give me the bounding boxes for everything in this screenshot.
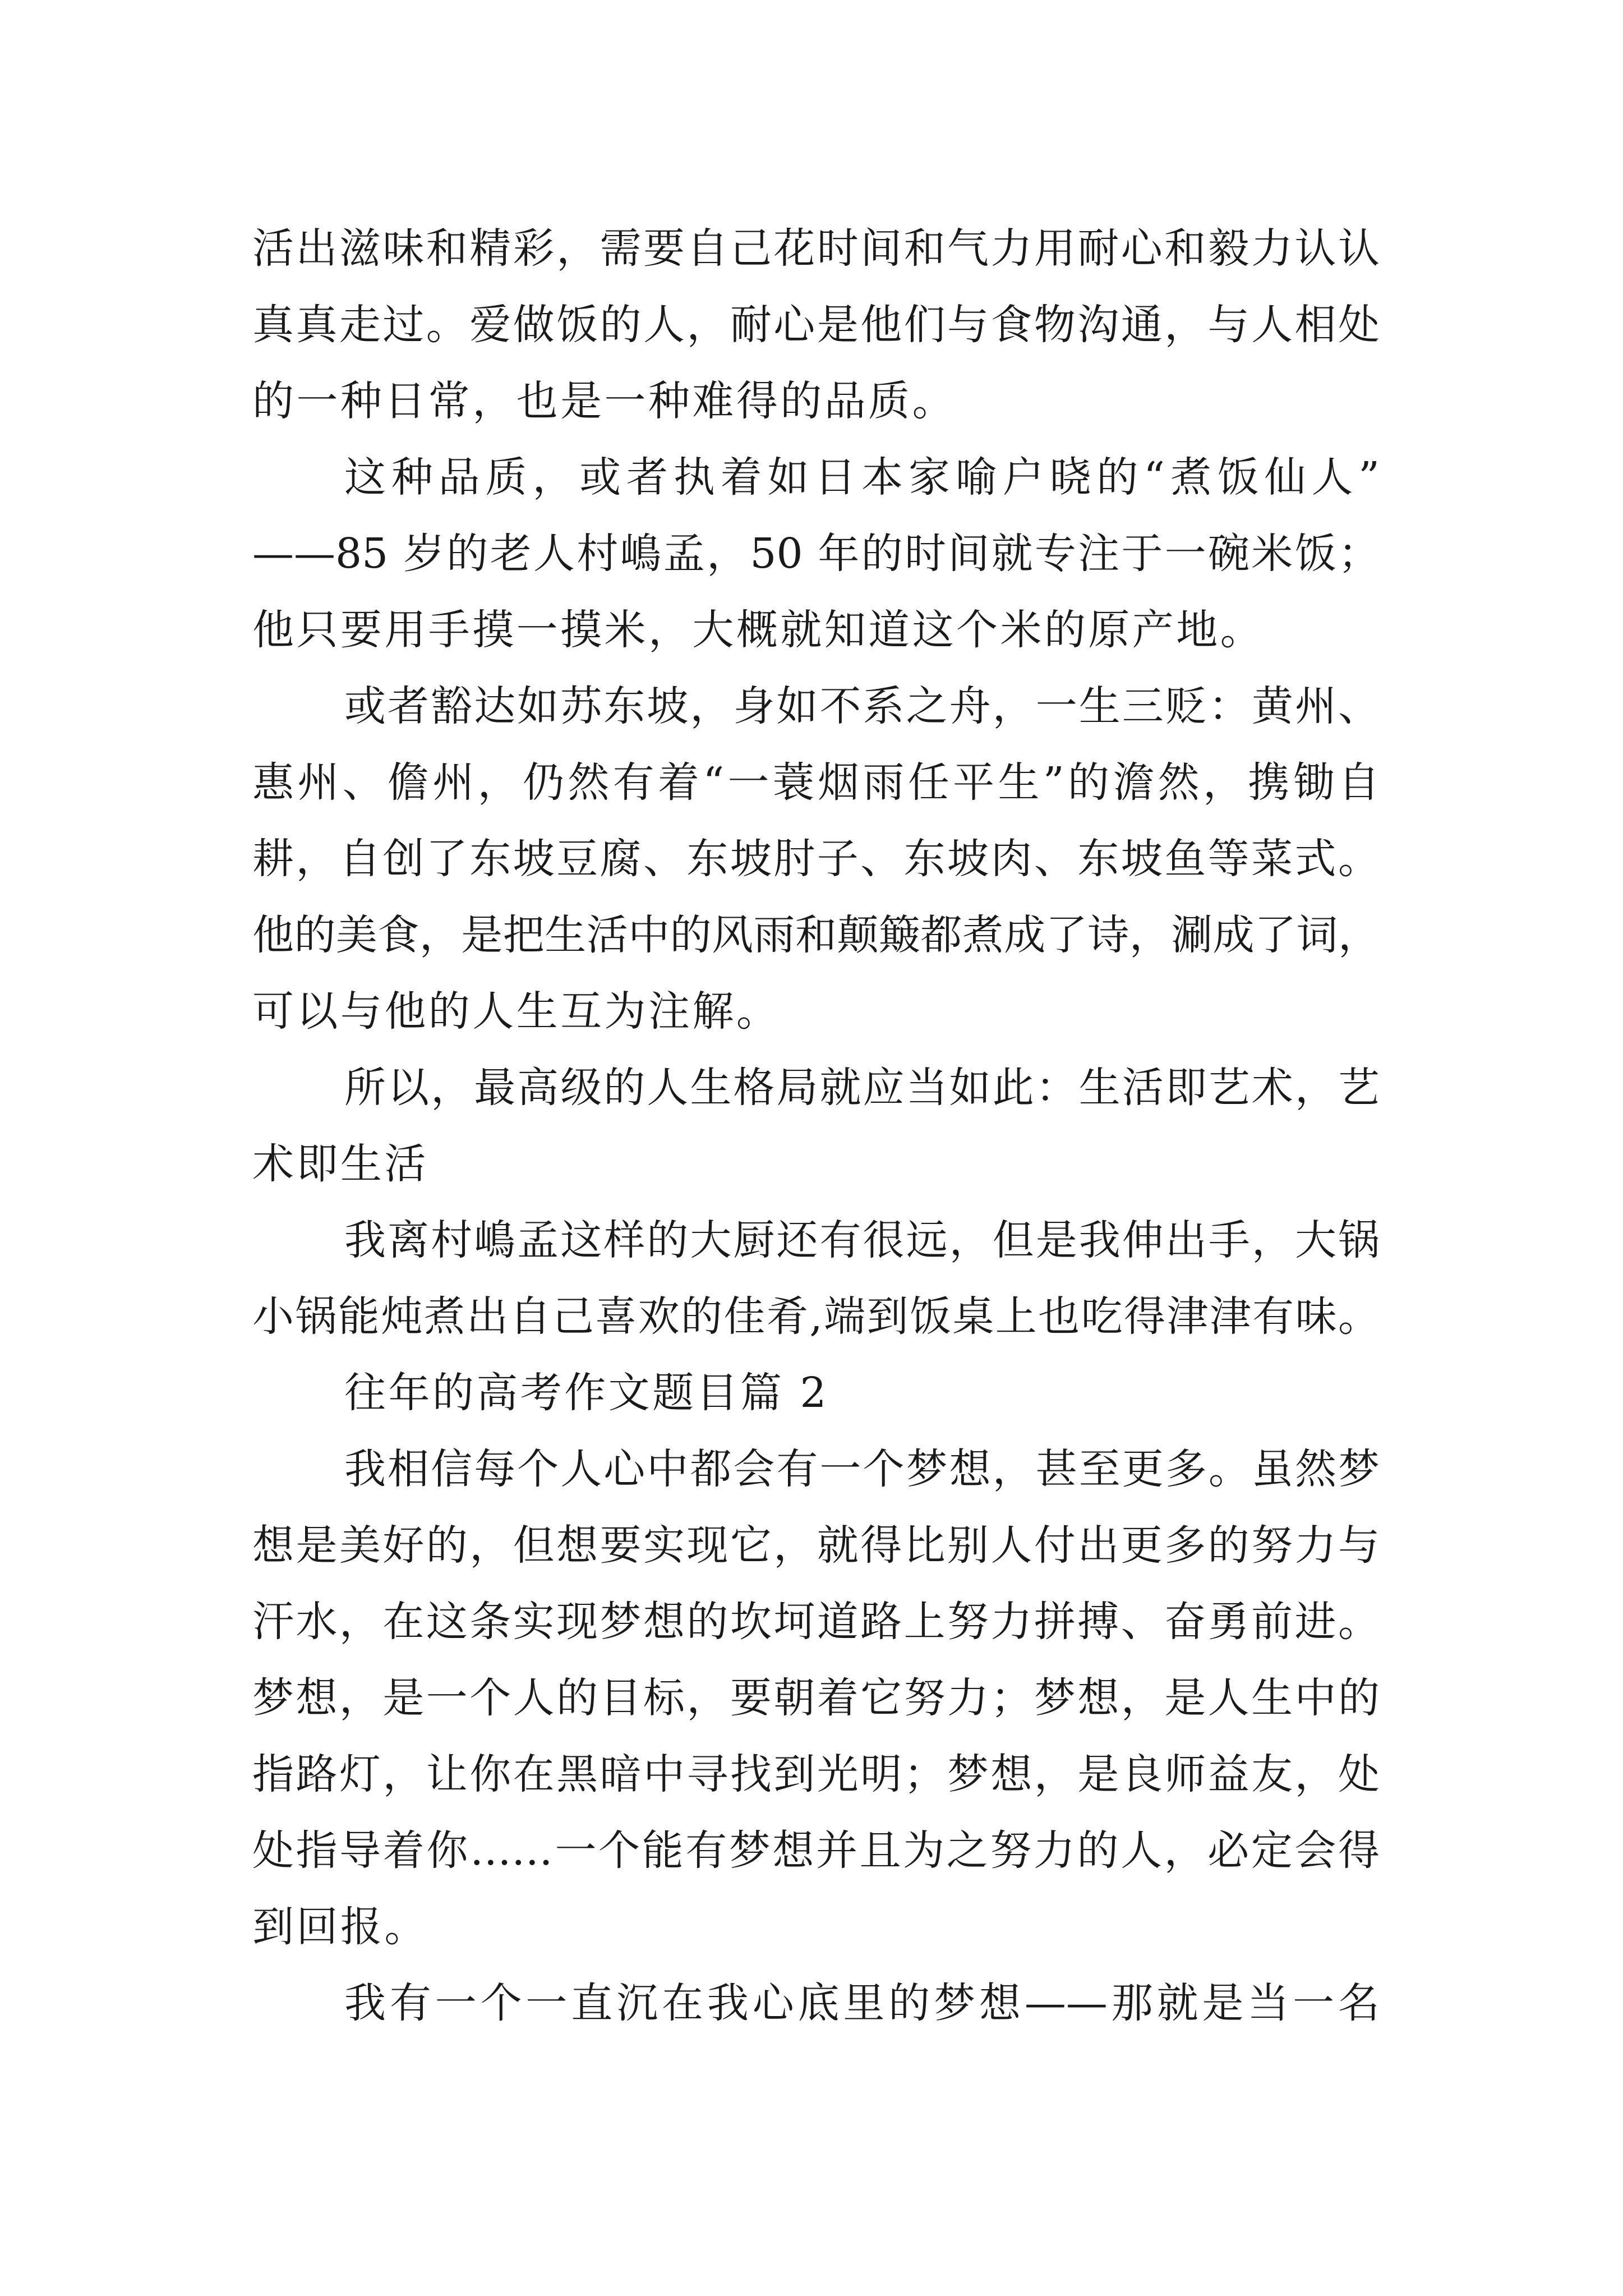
text-line: 汗水，在这条实现梦想的坎坷道路上努力拼搏、奋勇前进。: [252, 1598, 1380, 1646]
text-line: 他只要用手摸一摸米，大概就知道这个米的原产地。: [252, 606, 1265, 654]
text-line: 他的美食，是把生活中的风雨和颠簸都煮成了诗，涮成了词，: [252, 911, 1380, 959]
text-line: 想是美好的，但想要实现它，就得比别人付出更多的努力与: [252, 1521, 1380, 1570]
text-line: 可以与他的人生互为注解。: [252, 987, 781, 1036]
text-line: 的一种日常，也是一种难得的品质。: [252, 377, 957, 425]
document-body: [252, 210, 1380, 2041]
text-line: 到回报。: [252, 1903, 428, 1951]
text-line: 梦想，是一个人的目标，要朝着它努力；梦想，是人生中的: [252, 1674, 1380, 1722]
text-line: 所以，最高级的人生格局就应当如此：生活即艺术，艺: [344, 1064, 1380, 1112]
text-line: 小锅能炖煮出自己喜欢的佳肴,端到饭桌上也吃得津津有味。: [252, 1292, 1380, 1341]
text-line: ——85 岁的老人村嶋孟，50 年的时间就专注于一碗米饭；: [252, 530, 1380, 578]
text-line: 指路灯，让你在黑暗中寻找到光明；梦想，是良师益友，处: [252, 1750, 1380, 1798]
text-line: 惠州、儋州，仍然有着“一蓑烟雨任平生”的澹然，携锄自: [252, 758, 1380, 807]
text-line: 处指导着你……一个能有梦想并且为之努力的人，必定会得: [252, 1826, 1380, 1875]
text-line: 或者豁达如苏东坡，身如不系之舟，一生三贬：黄州、: [344, 682, 1380, 730]
text-line: 耕，自创了东坡豆腐、东坡肘子、东坡肉、东坡鱼等菜式。: [252, 835, 1380, 883]
text-line: 这种品质，或者执着如日本家喻户晓的“煮饭仙人”: [344, 453, 1380, 501]
text-line: 我相信每个人心中都会有一个梦想，甚至更多。虽然梦: [344, 1445, 1380, 1493]
section-heading: 往年的高考作文题目篇 2: [344, 1369, 829, 1417]
text-line: 真真走过。爱做饭的人，耐心是他们与食物沟通，与人相处: [252, 301, 1380, 349]
text-line: 我有一个一直沉在我心底里的梦想——那就是当一名: [344, 1979, 1380, 2027]
text-line: 术即生活: [252, 1140, 428, 1188]
text-line: 活出滋味和精彩，需要自己花时间和气力用耐心和毅力认认: [252, 224, 1380, 273]
text-line: 我离村嶋孟这样的大厨还有很远，但是我伸出手，大锅: [344, 1216, 1380, 1264]
